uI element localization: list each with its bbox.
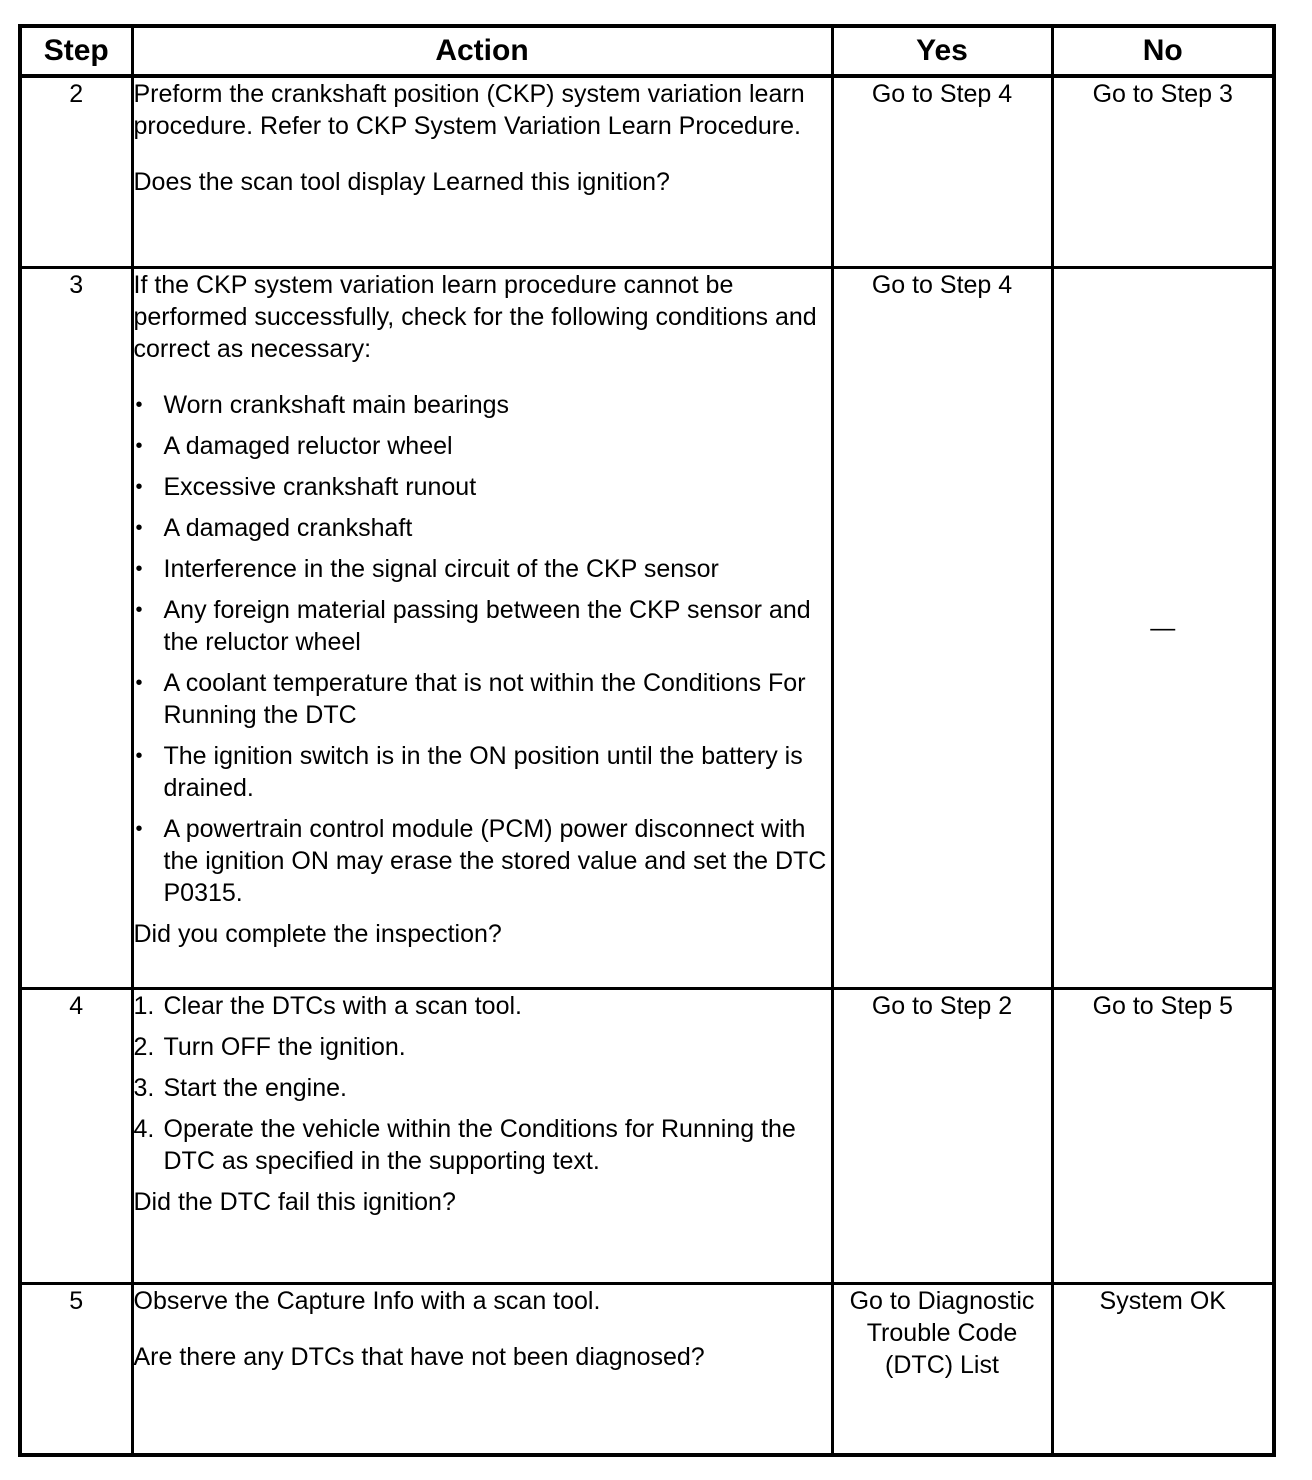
action-text: If the CKP system variation learn procedure cannot be performed successfully, check for the following conditions and correct as necessary: [133,271,817,363]
table-header-row [20,26,1274,76]
list-item: • Worn crankshaft main bearings [134,389,831,421]
list-text: Turn OFF the ignition. [163,1033,406,1061]
list-number: 4. [133,1115,155,1143]
condition-list [134,389,831,909]
table-row [20,268,1274,989]
action-cell [132,76,832,268]
list-item: • Any foreign material passing between the CKP sensor and the reluctor wheel [134,594,831,658]
list-text: Operate the vehicle within the Conditions for Running the DTC as specified in the supporting text. [163,1115,796,1175]
list-item [134,990,831,1022]
yes-result: Go to Diagnostic Trouble Code (DTC) List [832,1284,1052,1456]
action-question: Did you complete the inspection? [133,920,502,948]
no-result: — [1052,268,1274,989]
yes-result: Go to Step 4 [832,76,1052,268]
list-number: 3. [133,1074,155,1102]
action-text: Preform the crankshaft position (CKP) system variation learn procedure. Refer to CKP System Variation Learn Procedure. [133,80,805,140]
action-cell [132,1284,832,1456]
no-result: System OK [1052,1284,1274,1456]
step-number: 3 [20,268,132,989]
header-step: Step [20,26,132,76]
list-item: • Interference in the signal circuit of the CKP sensor [134,553,831,585]
list-item [134,1031,831,1063]
action-question: Are there any DTCs that have not been diagnosed? [133,1343,705,1371]
step-number: 4 [20,989,132,1284]
table-row [20,1284,1274,1456]
header-action: Action [132,26,832,76]
list-item: • A coolant temperature that is not within the Conditions For Running the DTC [134,667,831,731]
procedure-list [134,990,831,1177]
no-result: Go to Step 5 [1052,989,1274,1284]
diagnostic-table [18,24,1276,1457]
list-item: • A damaged crankshaft [134,512,831,544]
list-text: Clear the DTCs with a scan tool. [163,992,522,1020]
list-item: • Excessive crankshaft runout [134,471,831,503]
yes-result: Go to Step 2 [832,989,1052,1284]
list-item [134,1072,831,1104]
action-cell [132,268,832,989]
step-number: 2 [20,76,132,268]
action-question: Does the scan tool display Learned this ignition? [133,168,670,196]
table-row [20,76,1274,268]
action-question: Did the DTC fail this ignition? [133,1188,456,1216]
list-number: 1. [133,992,155,1020]
list-text: Start the engine. [163,1074,347,1102]
list-item: • A powertrain control module (PCM) power disconnect with the ignition ON may erase the stored value and set the DTC P0315. [134,813,831,909]
action-text: Observe the Capture Info with a scan tool. [133,1287,601,1315]
table-row [20,989,1274,1284]
yes-result: Go to Step 4 [832,268,1052,989]
step-number: 5 [20,1284,132,1456]
list-number: 2. [133,1033,155,1061]
list-item: • The ignition switch is in the ON position until the battery is drained. [134,740,831,804]
list-item: • A damaged reluctor wheel [134,430,831,462]
action-cell [132,989,832,1284]
list-item [134,1113,831,1177]
header-yes: Yes [832,26,1052,76]
header-no: No [1052,26,1274,76]
no-result: Go to Step 3 [1052,76,1274,268]
